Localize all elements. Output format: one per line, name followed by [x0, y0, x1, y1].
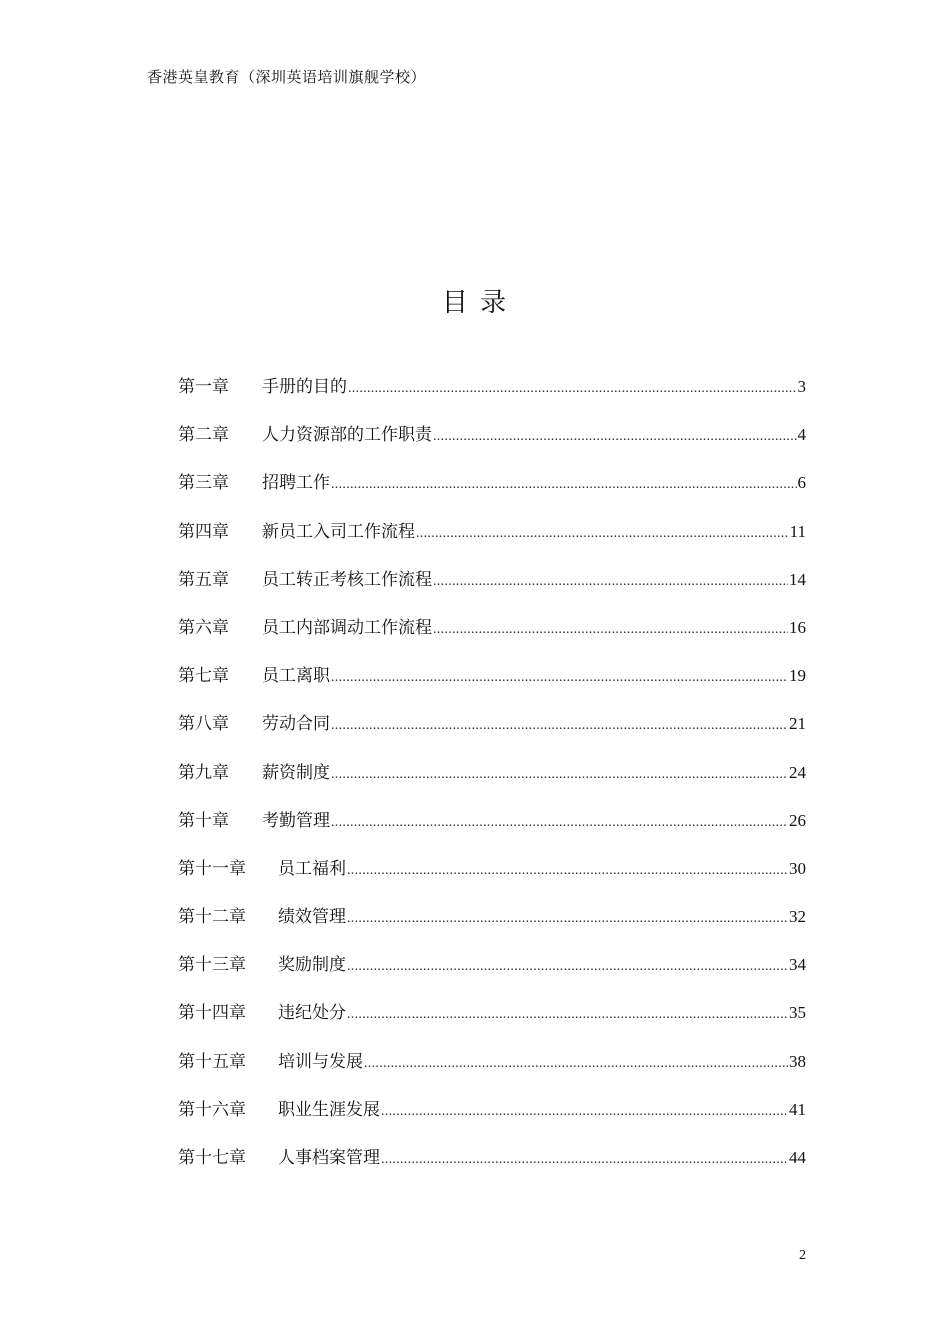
toc-page-number: 34: [789, 955, 806, 975]
toc-dot-leader: [347, 1007, 788, 1023]
toc-chapter-label: 第十二章: [178, 907, 246, 928]
toc-chapter-label: 第十一章: [178, 858, 246, 879]
toc-page-number: 41: [789, 1099, 806, 1119]
toc-dot-leader: [433, 429, 797, 445]
toc-chapter-label: 第十三章: [178, 955, 246, 976]
toc-page-number: 19: [789, 666, 806, 686]
toc-chapter-title: 员工转正考核工作流程: [262, 569, 432, 590]
toc-chapter-title: 考勤管理: [262, 810, 330, 831]
toc-chapter-label: 第六章: [178, 617, 229, 638]
toc-page-number: 32: [789, 907, 806, 927]
toc-chapter-label: 第八章: [178, 714, 229, 735]
toc-entry[interactable]: [178, 1143, 806, 1191]
toc-entry[interactable]: [178, 998, 806, 1046]
page-header: 香港英皇教育（深圳英语培训旗舰学校）: [147, 68, 427, 86]
toc-entry[interactable]: [178, 950, 806, 998]
toc-page-number: 44: [789, 1148, 806, 1167]
toc-dot-leader: [433, 574, 788, 590]
toc-dot-leader: [381, 1152, 788, 1168]
page-number: 2: [799, 1248, 806, 1263]
toc-chapter-label: 第十四章: [178, 1003, 246, 1024]
toc-chapter-label: 第十章: [178, 810, 229, 831]
toc-entry[interactable]: [178, 709, 806, 757]
toc-chapter-title: 奖励制度: [278, 955, 346, 976]
table-of-contents: [178, 372, 806, 1191]
toc-entry[interactable]: [178, 468, 806, 516]
toc-dot-leader: [416, 526, 789, 542]
toc-chapter-title: 员工福利: [278, 858, 346, 879]
toc-entry[interactable]: [178, 565, 806, 613]
toc-chapter-title: 员工内部调动工作流程: [262, 617, 432, 638]
toc-entry[interactable]: [178, 372, 806, 420]
toc-page-number: 26: [789, 810, 806, 830]
toc-entry[interactable]: [178, 420, 806, 468]
toc-entry[interactable]: [178, 1047, 806, 1095]
toc-entry[interactable]: [178, 661, 806, 709]
toc-chapter-title: 手册的目的: [262, 377, 347, 397]
toc-chapter-label: 第三章: [178, 473, 229, 494]
toc-dot-leader: [381, 1104, 788, 1120]
toc-entry[interactable]: [178, 902, 806, 950]
toc-page-number: 24: [789, 762, 806, 782]
toc-page-number: 16: [789, 617, 806, 637]
toc-entry[interactable]: [178, 758, 806, 806]
toc-chapter-title: 招聘工作: [262, 473, 330, 494]
toc-chapter-label: 第四章: [178, 521, 229, 542]
toc-dot-leader: [347, 863, 788, 879]
toc-entry[interactable]: [178, 854, 806, 902]
toc-chapter-title: 薪资制度: [262, 762, 330, 783]
toc-entry[interactable]: [178, 613, 806, 661]
toc-entry[interactable]: [178, 806, 806, 854]
toc-chapter-label: 第九章: [178, 762, 229, 783]
page-title: 目 录: [441, 288, 509, 318]
toc-chapter-label: 第一章: [178, 377, 229, 397]
toc-page-number: 3: [797, 377, 806, 396]
toc-dot-leader: [347, 959, 788, 975]
toc-chapter-title: 新员工入司工作流程: [262, 521, 415, 542]
toc-chapter-title: 绩效管理: [278, 907, 346, 928]
toc-page-number: 21: [789, 714, 806, 734]
toc-chapter-title: 员工离职: [262, 666, 330, 687]
toc-chapter-title: 违纪处分: [278, 1003, 346, 1024]
toc-dot-leader: [331, 477, 797, 493]
toc-dot-leader: [331, 815, 788, 831]
toc-chapter-label: 第五章: [178, 569, 229, 590]
toc-chapter-title: 培训与发展: [278, 1051, 363, 1072]
toc-chapter-label: 第七章: [178, 666, 229, 687]
toc-dot-leader: [331, 670, 788, 686]
toc-dot-leader: [347, 911, 788, 927]
toc-chapter-title: 人事档案管理: [278, 1148, 380, 1168]
toc-chapter-title: 劳动合同: [262, 714, 330, 735]
toc-page-number: 4: [797, 425, 806, 445]
toc-chapter-title: 职业生涯发展: [278, 1099, 380, 1120]
toc-page-number: 38: [789, 1051, 806, 1071]
toc-entry[interactable]: [178, 1095, 806, 1143]
toc-page-number: 35: [789, 1003, 806, 1023]
toc-dot-leader: [331, 767, 788, 783]
toc-dot-leader: [348, 381, 797, 397]
toc-page-number: 11: [789, 521, 806, 541]
toc-page-number: 30: [789, 858, 806, 878]
toc-dot-leader: [331, 718, 788, 734]
toc-dot-leader: [433, 622, 788, 638]
toc-page-number: 14: [789, 569, 806, 589]
toc-entry[interactable]: [178, 517, 806, 565]
toc-dot-leader: [364, 1056, 788, 1072]
toc-chapter-label: 第十七章: [178, 1148, 246, 1168]
toc-chapter-label: 第二章: [178, 425, 229, 446]
toc-chapter-label: 第十六章: [178, 1099, 246, 1120]
toc-chapter-label: 第十五章: [178, 1051, 246, 1072]
toc-page-number: 6: [797, 473, 806, 493]
toc-chapter-title: 人力资源部的工作职责: [262, 425, 432, 446]
